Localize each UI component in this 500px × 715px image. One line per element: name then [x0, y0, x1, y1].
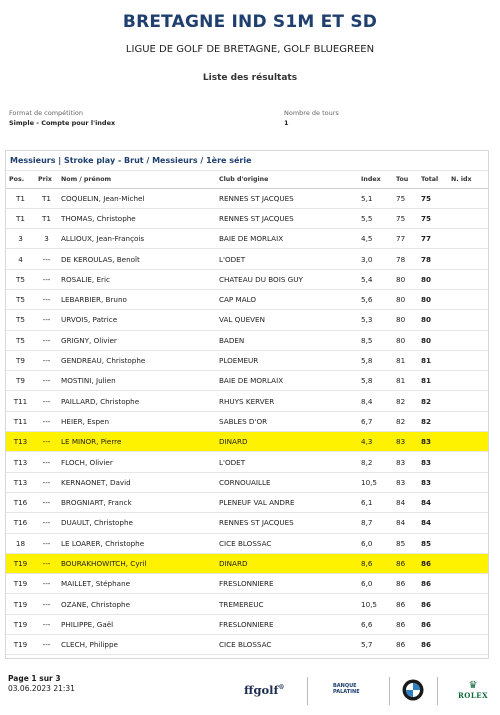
table-row	[6, 614, 489, 634]
cell-club: RENNES ST JACQUES	[216, 208, 358, 228]
cell-prix: ---	[35, 533, 58, 553]
cell-index: 5,8	[358, 350, 393, 370]
cell-prix: ---	[35, 310, 58, 330]
table-row	[6, 289, 489, 309]
ffgolf-logo-mark: ®	[278, 684, 285, 692]
cell-name: MOSTINI, Julien	[58, 371, 216, 391]
cell-new-index	[448, 330, 489, 350]
cell-name: LEBARBIER, Bruno	[58, 289, 216, 309]
footer-divider	[307, 677, 308, 705]
cell-tour: 83	[393, 472, 418, 492]
cell-new-index	[448, 371, 489, 391]
cell-index: 6,6	[358, 614, 393, 634]
cell-tour: 86	[393, 594, 418, 614]
cell-new-index	[448, 289, 489, 309]
rounds-value: 1	[284, 119, 289, 127]
cell-pos: T13	[6, 452, 35, 472]
cell-prix: ---	[35, 452, 58, 472]
cell-prix: ---	[35, 269, 58, 289]
cell-tour: 86	[393, 635, 418, 655]
cell-total: 84	[418, 513, 448, 533]
cell-new-index	[448, 513, 489, 533]
table-row	[6, 188, 489, 208]
cell-tour: 82	[393, 391, 418, 411]
cell-name: HEIER, Espen	[58, 411, 216, 431]
cell-prix: ---	[35, 492, 58, 512]
cell-pos: T16	[6, 492, 35, 512]
results-body	[6, 188, 489, 659]
cell-new-index	[448, 249, 489, 269]
cell-new-index	[448, 533, 489, 553]
table-row	[6, 472, 489, 492]
footer-divider	[437, 677, 438, 705]
cell-new-index	[448, 655, 489, 659]
cell-name: BROGNIART, Franck	[58, 492, 216, 512]
cell-index: 8,4	[358, 391, 393, 411]
cell-prix: ---	[35, 472, 58, 492]
rounds-info	[284, 108, 339, 128]
page-title: BRETAGNE IND S1M ET SD	[122, 12, 378, 32]
cell-new-index	[448, 350, 489, 370]
table-row	[6, 249, 489, 269]
cell-tour: 77	[393, 229, 418, 249]
cell-total: 86	[418, 635, 448, 655]
col-header-tour: Tou	[393, 171, 418, 188]
cell-total: 86	[418, 614, 448, 634]
banque-palatine-logo	[333, 683, 377, 695]
cell-prix: ---	[35, 513, 58, 533]
cell-index: 8,6	[358, 553, 393, 573]
bmw-logo-icon	[402, 679, 424, 701]
cell-total: 84	[418, 492, 448, 512]
table-row	[6, 371, 489, 391]
cell-index: 5,3	[358, 310, 393, 330]
cell-prix	[35, 655, 58, 659]
cell-total: 83	[418, 452, 448, 472]
cell-club: RENNES ST JACQUES	[216, 513, 358, 533]
cell-index: 6,1	[358, 492, 393, 512]
cell-total: 80	[418, 269, 448, 289]
cell-index: 5,7	[358, 635, 393, 655]
table-row	[6, 553, 489, 573]
cell-new-index	[448, 411, 489, 431]
cell-prix: ---	[35, 614, 58, 634]
col-header-pos: Pos.	[6, 171, 35, 188]
cell-tour: 86	[393, 614, 418, 634]
cell-name: FLOCH, Olivier	[58, 452, 216, 472]
cell-new-index	[448, 269, 489, 289]
cell-tour: 85	[393, 533, 418, 553]
table-row	[6, 269, 489, 289]
cell-index: 4,5	[358, 229, 393, 249]
cell-pos: T19	[6, 635, 35, 655]
cell-tour: 80	[393, 269, 418, 289]
cell-club	[216, 655, 358, 659]
results-panel	[5, 150, 489, 659]
col-header-name: Nom / prénom	[58, 171, 216, 188]
cell-prix: T1	[35, 188, 58, 208]
cell-club: BAIE DE MORLAIX	[216, 229, 358, 249]
cell-tour: 78	[393, 249, 418, 269]
cell-new-index	[448, 432, 489, 452]
cell-index: 10,5	[358, 472, 393, 492]
footer-divider	[389, 677, 390, 705]
cell-index: 10,5	[358, 594, 393, 614]
rounds-label: Nombre de tours	[284, 109, 339, 117]
cell-index: 6,0	[358, 574, 393, 594]
cell-club: FRESLONNIERE	[216, 574, 358, 594]
cell-prix: ---	[35, 411, 58, 431]
cell-club: BADEN	[216, 330, 358, 350]
cell-pos: T19	[6, 614, 35, 634]
cell-index: 6,7	[358, 411, 393, 431]
table-row	[6, 330, 489, 350]
cell-total: 81	[418, 371, 448, 391]
cell-name: LE LOARER, Christophe	[58, 533, 216, 553]
cell-new-index	[448, 635, 489, 655]
cell-prix: ---	[35, 635, 58, 655]
cell-total: 86	[418, 574, 448, 594]
page-subtitle: LIGUE DE GOLF DE BRETAGNE, GOLF BLUEGREEN	[125, 44, 375, 55]
cell-club: VAL QUEVEN	[216, 310, 358, 330]
cell-club: PLENEUF VAL ANDRE	[216, 492, 358, 512]
cell-name: PHILIPPE, Gaël	[58, 614, 216, 634]
results-table	[6, 171, 489, 659]
cell-name: THOMAS, Christophe	[58, 208, 216, 228]
cell-index	[358, 655, 393, 659]
cell-total: 86	[418, 594, 448, 614]
cell-tour: 81	[393, 371, 418, 391]
cell-club: PLOEMEUR	[216, 350, 358, 370]
format-label: Format de compétition	[9, 109, 83, 117]
cell-pos: T19	[6, 594, 35, 614]
cell-name: COQUELIN, Jean-Michel	[58, 188, 216, 208]
cell-name: LE MINOR, Pierre	[58, 432, 216, 452]
cell-pos: T9	[6, 350, 35, 370]
cell-club: CHATEAU DU BOIS GUY	[216, 269, 358, 289]
cell-club: CICE BLOSSAC	[216, 635, 358, 655]
cell-pos: T16	[6, 513, 35, 533]
cell-name: BOURAKHOWITCH, Cyril	[58, 553, 216, 573]
cell-club: CICE BLOSSAC	[216, 533, 358, 553]
cell-index: 5,1	[358, 188, 393, 208]
ffgolf-logo-text: ffgolf	[244, 683, 279, 697]
page-number: Page 1 sur 3	[8, 674, 61, 683]
col-header-new-index: N. idx	[448, 171, 489, 188]
table-row	[6, 655, 489, 659]
cell-pos: T13	[6, 472, 35, 492]
cell-club: CAP MALO	[216, 289, 358, 309]
cell-name: KERNAONET, David	[58, 472, 216, 492]
col-header-prix: Prix	[35, 171, 58, 188]
cell-tour: 82	[393, 411, 418, 431]
cell-name: PAILLARD, Christophe	[58, 391, 216, 411]
cell-new-index	[448, 452, 489, 472]
cell-pos: T11	[6, 411, 35, 431]
cell-name: ROSALIE, Eric	[58, 269, 216, 289]
ffgolf-logo	[244, 683, 284, 697]
cell-total: 75	[418, 208, 448, 228]
cell-pos	[6, 655, 35, 659]
cell-prix: ---	[35, 594, 58, 614]
table-row	[6, 310, 489, 330]
table-row	[6, 492, 489, 512]
table-row	[6, 594, 489, 614]
cell-total: 82	[418, 411, 448, 431]
cell-prix: ---	[35, 391, 58, 411]
cell-name: MAILLET, Stéphane	[58, 574, 216, 594]
cell-new-index	[448, 594, 489, 614]
cell-tour: 86	[393, 574, 418, 594]
cell-club: RENNES ST JACQUES	[216, 188, 358, 208]
cell-name: DE KEROULAS, Benoît	[58, 249, 216, 269]
table-row	[6, 635, 489, 655]
cell-total: 86	[418, 553, 448, 573]
cell-tour	[393, 655, 418, 659]
cell-tour: 83	[393, 452, 418, 472]
cell-club: FRESLONNIERE	[216, 614, 358, 634]
cell-club: SABLES D'OR	[216, 411, 358, 431]
cell-pos: T9	[6, 371, 35, 391]
table-row	[6, 533, 489, 553]
cell-prix: ---	[35, 350, 58, 370]
cell-total: 83	[418, 472, 448, 492]
cell-pos: T11	[6, 391, 35, 411]
cell-tour: 81	[393, 350, 418, 370]
cell-total: 85	[418, 533, 448, 553]
cell-prix: ---	[35, 249, 58, 269]
cell-prix: ---	[35, 574, 58, 594]
cell-prix: T1	[35, 208, 58, 228]
cell-index: 8,2	[358, 452, 393, 472]
cell-pos: T1	[6, 208, 35, 228]
cell-pos: T5	[6, 310, 35, 330]
cell-new-index	[448, 310, 489, 330]
cell-total: 78	[418, 249, 448, 269]
cell-pos: 4	[6, 249, 35, 269]
cell-tour: 80	[393, 310, 418, 330]
cell-prix: ---	[35, 371, 58, 391]
cell-new-index	[448, 614, 489, 634]
cell-total: 80	[418, 330, 448, 350]
cell-new-index	[448, 574, 489, 594]
cell-tour: 86	[393, 553, 418, 573]
cell-index: 5,4	[358, 269, 393, 289]
cell-total: 77	[418, 229, 448, 249]
banque-palatine-logo-line1: BANQUE	[333, 683, 357, 689]
cell-tour: 75	[393, 208, 418, 228]
table-row	[6, 350, 489, 370]
cell-total: 80	[418, 310, 448, 330]
cell-new-index	[448, 229, 489, 249]
cell-pos: 18	[6, 533, 35, 553]
cell-club: RHUYS KERVER	[216, 391, 358, 411]
cell-name: URVOIS, Patrice	[58, 310, 216, 330]
cell-club: DINARD	[216, 432, 358, 452]
page-info	[8, 674, 75, 694]
cell-pos: T13	[6, 432, 35, 452]
cell-tour: 75	[393, 188, 418, 208]
rolex-logo-text: ROLEX	[457, 691, 489, 700]
cell-name: ALLIOUX, Jean-François	[58, 229, 216, 249]
rolex-logo	[451, 681, 495, 700]
table-row	[6, 574, 489, 594]
cell-total	[418, 655, 448, 659]
cell-total: 82	[418, 391, 448, 411]
cell-total: 83	[418, 432, 448, 452]
table-row	[6, 229, 489, 249]
cell-new-index	[448, 208, 489, 228]
format-value: Simple - Compte pour l'index	[9, 119, 116, 127]
table-header-row	[6, 171, 489, 188]
cell-pos: T19	[6, 574, 35, 594]
cell-tour: 80	[393, 330, 418, 350]
cell-club: BAIE DE MORLAIX	[216, 371, 358, 391]
cell-name: GRIGNY, Olivier	[58, 330, 216, 350]
cell-tour: 83	[393, 432, 418, 452]
cell-pos: T19	[6, 553, 35, 573]
col-header-club: Club d'origine	[216, 171, 358, 188]
table-row	[6, 513, 489, 533]
cell-name: GENDREAU, Christophe	[58, 350, 216, 370]
cell-tour: 84	[393, 513, 418, 533]
table-row	[6, 208, 489, 228]
cell-club: TREMEREUC	[216, 594, 358, 614]
cell-total: 81	[418, 350, 448, 370]
cell-prix: ---	[35, 553, 58, 573]
cell-pos: T5	[6, 289, 35, 309]
table-row	[6, 391, 489, 411]
cell-prix: 3	[35, 229, 58, 249]
banque-palatine-logo-line2: PALATINE	[333, 689, 360, 695]
table-row	[6, 411, 489, 431]
cell-tour: 80	[393, 289, 418, 309]
cell-index: 5,8	[358, 371, 393, 391]
cell-index: 8,7	[358, 513, 393, 533]
cell-pos: T5	[6, 330, 35, 350]
cell-index: 5,6	[358, 289, 393, 309]
cell-prix: ---	[35, 432, 58, 452]
results-title: Messieurs | Stroke play - Brut / Messieurs / 1ère série	[6, 151, 488, 171]
table-row	[6, 452, 489, 472]
print-date: 03.06.2023 21:31	[8, 684, 75, 693]
cell-index: 5,5	[358, 208, 393, 228]
cell-new-index	[448, 492, 489, 512]
cell-tour: 84	[393, 492, 418, 512]
section-title: Liste des résultats	[202, 73, 298, 83]
cell-pos: 3	[6, 229, 35, 249]
cell-prix: ---	[35, 330, 58, 350]
cell-new-index	[448, 553, 489, 573]
cell-pos: T5	[6, 269, 35, 289]
format-info	[9, 108, 115, 128]
cell-name	[58, 655, 216, 659]
cell-total: 80	[418, 289, 448, 309]
cell-new-index	[448, 391, 489, 411]
col-header-index: Index	[358, 171, 393, 188]
cell-club: CORNOUAILLE	[216, 472, 358, 492]
cell-club: L'ODET	[216, 452, 358, 472]
cell-pos: T1	[6, 188, 35, 208]
cell-index: 8,5	[358, 330, 393, 350]
cell-total: 75	[418, 188, 448, 208]
table-row	[6, 432, 489, 452]
cell-index: 6,0	[358, 533, 393, 553]
cell-prix: ---	[35, 289, 58, 309]
cell-new-index	[448, 188, 489, 208]
cell-name: DUAULT, Christophe	[58, 513, 216, 533]
cell-club: DINARD	[216, 553, 358, 573]
crown-icon: ♛	[468, 680, 478, 691]
cell-new-index	[448, 472, 489, 492]
cell-name: CLECH, Philippe	[58, 635, 216, 655]
cell-club: L'ODET	[216, 249, 358, 269]
cell-index: 4,3	[358, 432, 393, 452]
cell-index: 3,0	[358, 249, 393, 269]
col-header-total: Total	[418, 171, 448, 188]
cell-name: OZANE, Christophe	[58, 594, 216, 614]
